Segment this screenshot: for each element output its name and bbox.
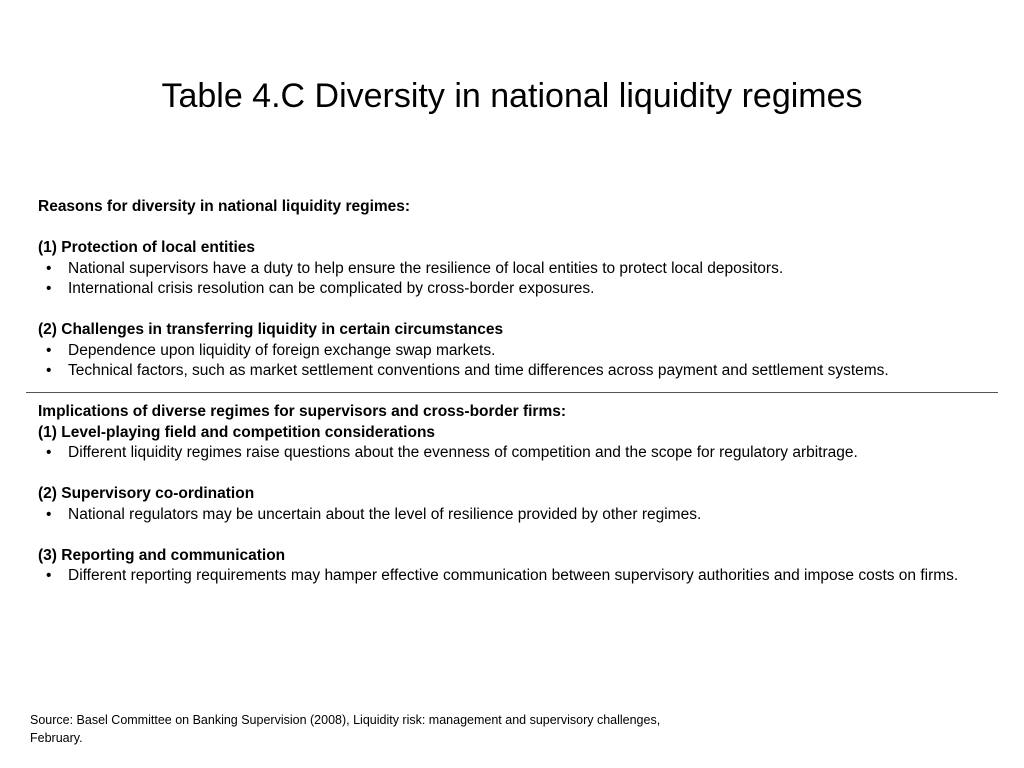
bullet-glyph: • bbox=[46, 362, 52, 379]
bullet-text: National supervisors have a duty to help ensure the resilience of local entities to protect local depositors. bbox=[68, 259, 784, 277]
bullet-glyph: • bbox=[46, 567, 52, 584]
bullet-glyph: • bbox=[46, 505, 52, 523]
reason-item-label: (1) Protection of local entities bbox=[38, 239, 256, 256]
reason-item-label: (2) Challenges in transferring liquidity in certain circumstances bbox=[38, 321, 504, 338]
bullet-text: Technical factors, such as market settlement conventions and time differences across payment and settlement systems. bbox=[68, 362, 889, 379]
reasons-section bbox=[38, 197, 998, 382]
bullet-glyph: • bbox=[46, 259, 52, 277]
bullet-text: Different liquidity regimes raise questions about the evenness of competition and the scope for regulatory arbitrage. bbox=[68, 444, 858, 461]
spacer bbox=[38, 525, 998, 546]
bullet-item bbox=[38, 566, 998, 587]
bullet-glyph: • bbox=[46, 444, 52, 461]
implication-item-label: (3) Reporting and communication bbox=[38, 546, 286, 564]
slide-title: Table 4.C Diversity in national liquidity regimes bbox=[161, 77, 863, 115]
bullet-text: National regulators may be uncertain about the level of resilience provided by other regimes. bbox=[68, 505, 702, 523]
bullet-text: International crisis resolution can be complicated by cross-border exposures. bbox=[68, 280, 595, 297]
bullet-text: Different reporting requirements may hamper effective communication between supervisory authorities and impose costs on firms. bbox=[68, 567, 959, 584]
bullet-glyph: • bbox=[46, 341, 52, 359]
spacer bbox=[38, 300, 998, 321]
implication-item-label: (2) Supervisory co-ordination bbox=[38, 485, 255, 502]
bullet-item bbox=[38, 361, 998, 382]
bullet-item bbox=[38, 505, 998, 526]
implication-item-label: (1) Level-playing field and competition considerations bbox=[38, 423, 436, 441]
implications-heading: Implications of diverse regimes for supervisors and cross-border firms: bbox=[38, 403, 567, 420]
bullet-text: Dependence upon liquidity of foreign exchange swap markets. bbox=[68, 341, 496, 359]
bullet-item bbox=[38, 443, 998, 464]
reasons-heading: Reasons for diversity in national liquidity regimes: bbox=[38, 198, 411, 215]
spacer bbox=[38, 218, 998, 239]
source-note: Source: Basel Committee on Banking Supervision (2008), Liquidity risk: management and supervisory challenges, February. bbox=[30, 713, 661, 745]
implications-section bbox=[38, 402, 998, 587]
spacer bbox=[38, 464, 998, 485]
section-divider bbox=[26, 392, 998, 393]
bullet-item bbox=[38, 259, 998, 280]
bullet-glyph: • bbox=[46, 280, 52, 297]
bullet-item bbox=[38, 279, 998, 300]
bullet-item bbox=[38, 341, 998, 362]
